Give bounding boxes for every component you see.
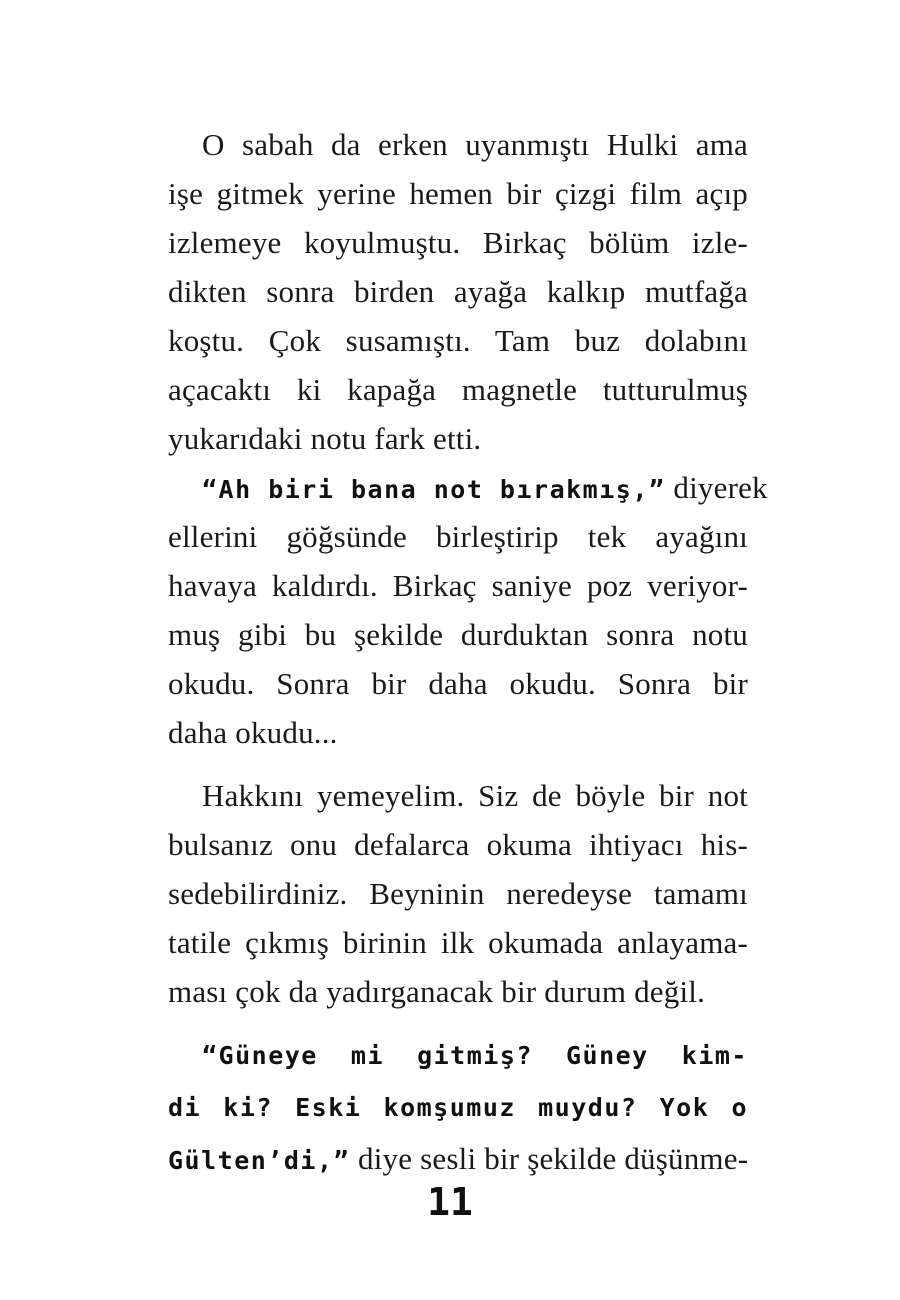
- text-line: izlemeye koyulmuştu. Birkaç bölüm izle-: [168, 225, 748, 260]
- dialogue-line: di ki? Eski komşumuz muydu? Yok o: [168, 1093, 748, 1122]
- text-line: sedebilirdiniz. Beyninin neredeyse tamamı: [168, 876, 748, 911]
- dialogue-speech: Gülten’di,”: [168, 1146, 351, 1175]
- text-line: havaya kaldırdı. Birkaç saniye poz veriyor-: [168, 568, 748, 603]
- paragraph-1: [168, 120, 748, 463]
- text-line: koştu. Çok susamıştı. Tam buz dolabını: [168, 323, 748, 358]
- dialogue-speech: “Ah biri bana not bırakmış,”: [202, 475, 666, 504]
- text-line: açacaktı ki kapağa magnetle tutturulmuş: [168, 372, 748, 407]
- paragraph-3: [168, 771, 748, 1016]
- text-line: tatile çıkmış birinin ilk okumada anlayama-: [168, 925, 748, 960]
- page-number: 11: [427, 1180, 473, 1224]
- text-line: okudu. Sonra bir daha okudu. Sonra bir: [168, 666, 748, 701]
- narration-text: diye sesli bir şekilde düşünme-: [358, 1141, 749, 1176]
- text-line: dikten sonra birden ayağa kalkıp mutfağa: [168, 274, 748, 309]
- paragraph-gap: [168, 757, 748, 771]
- paragraph-4: [168, 1030, 748, 1183]
- narration-text: diyerek: [673, 470, 768, 505]
- page-body: [168, 120, 768, 1183]
- text-line: ellerini göğsünde birleştirip tek ayağını: [168, 519, 748, 554]
- text-line: ması çok da yadırganacak bir durum değil.: [168, 974, 706, 1009]
- text-line: Hakkını yemeyelim. Siz de böyle bir not: [202, 778, 748, 813]
- dialogue-line: “Güneye mi gitmiş? Güney kim-: [202, 1041, 748, 1070]
- text-line: [168, 1134, 748, 1183]
- text-line: muş gibi bu şekilde durduktan sonra notu: [168, 617, 748, 652]
- paragraph-gap: [168, 1016, 748, 1030]
- text-line: işe gitmek yerine hemen bir çizgi film açıp: [168, 176, 748, 211]
- text-line: daha okudu...: [168, 715, 338, 750]
- text-line: yukarıdaki notu fark etti.: [168, 421, 482, 456]
- paragraph-2: [168, 463, 768, 757]
- text-line: bulsanız onu defalarca okuma ihtiyacı his-: [168, 827, 748, 862]
- text-line: [168, 463, 768, 512]
- text-line: O sabah da erken uyanmıştı Hulki ama: [202, 127, 748, 162]
